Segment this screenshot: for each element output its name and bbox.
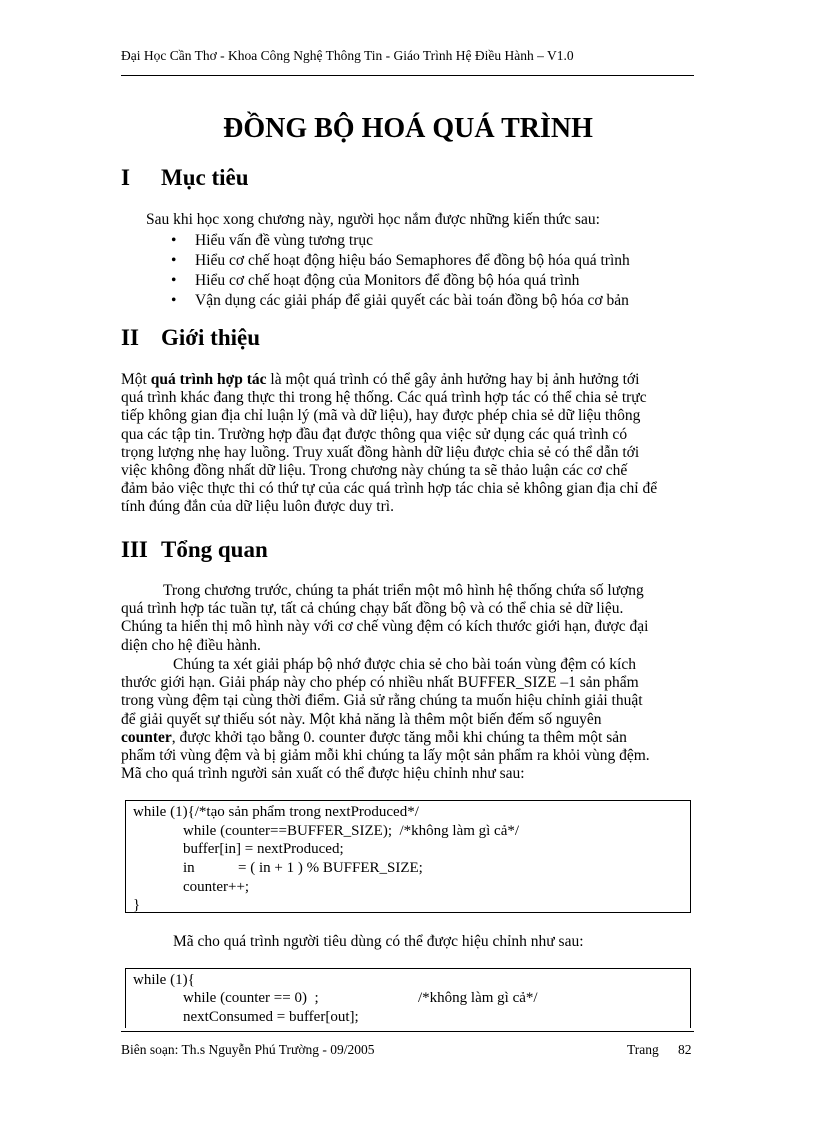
list-item: • Hiểu vấn đề vùng tương trục bbox=[171, 231, 630, 251]
paragraph-line: Trong chương trước, chúng ta phát triển một mô hình hệ thống chứa số lượng bbox=[163, 582, 644, 599]
section-title: Giới thiệu bbox=[161, 325, 260, 350]
paragraph-line: thước giới hạn. Giải pháp này cho phép có nhiều nhất BUFFER_SIZE –1 sản phẩm bbox=[121, 674, 639, 692]
text-run: Một bbox=[121, 371, 151, 388]
paragraph-line: Chúng ta hiển thị mô hình này với cơ chế vùng đệm có kích thước giới hạn, được đại bbox=[121, 618, 649, 636]
paragraph-line: phẩm tới vùng đệm và bị giảm mỗi khi chúng ta lấy một sản phẩm ra khỏi vùng đệm. bbox=[121, 747, 650, 765]
paragraph-line: qua các tập tin. Trường hợp đầu đạt được thông qua việc sử dụng các quá trình có bbox=[121, 425, 628, 443]
paragraph-line bbox=[121, 371, 657, 389]
list-item: • Hiểu cơ chế hoạt động của Monitors để đồng bộ hóa quá trình bbox=[171, 271, 630, 291]
paragraph-line: quá trình hợp tác tuần tự, tất cả chúng chạy bất đồng bộ và có thể chia sẻ dữ liệu. bbox=[121, 600, 624, 618]
producer-code-box bbox=[125, 800, 691, 913]
paragraph-line: trọng lượng nhẹ hay luồng. Truy xuất đồng hành dữ liệu được chia sẻ có thể dẫn tới bbox=[121, 443, 640, 461]
objectives-intro: Sau khi học xong chương này, người học nắm được những kiến thức sau: bbox=[146, 211, 600, 228]
consumer-intro: Mã cho quá trình người tiêu dùng có thể được hiệu chỉnh như sau: bbox=[173, 933, 584, 950]
list-item: • Vận dụng các giải pháp để giải quyết các bài toán đồng bộ hóa cơ bản bbox=[171, 291, 630, 311]
paragraph-line: Mã cho quá trình người sản xuất có thể được hiệu chỉnh như sau: bbox=[121, 765, 525, 783]
paragraph-line: diện cho hệ điều hành. bbox=[121, 636, 261, 654]
footer-page-label: Trang bbox=[627, 1042, 659, 1057]
code-line: while (counter == 0) ; bbox=[183, 990, 319, 1006]
chapter-title: ĐỒNG BỘ HOÁ QUÁ TRÌNH bbox=[223, 113, 593, 144]
footer-rule bbox=[121, 1031, 694, 1032]
code-line: = ( in + 1 ) % BUFFER_SIZE; bbox=[238, 860, 423, 876]
paragraph-line: tính đúng đắn của dữ liệu luôn được duy trì. bbox=[121, 498, 394, 516]
header-rule bbox=[121, 75, 694, 76]
bold-term: quá trình hợp tác bbox=[150, 371, 267, 388]
text-run: là một quá trình có thể gây ảnh hưởng hay bị ảnh hưởng tới bbox=[266, 371, 640, 388]
code-line: nextConsumed = buffer[out]; bbox=[183, 1009, 359, 1025]
code-line: while (1){/*tạo sản phẩm trong nextProduced*/ bbox=[133, 804, 419, 820]
section-number: I bbox=[121, 165, 130, 190]
introduction-paragraph bbox=[121, 371, 657, 517]
code-line: /*không làm gì cả*/ bbox=[418, 990, 538, 1006]
section-title: Mục tiêu bbox=[161, 165, 249, 190]
paragraph-line: quá trình khác đang thực thi trong hệ thống. Các quá trình hợp tác có thể chia sẻ trực bbox=[121, 389, 647, 407]
list-item: • Hiểu cơ chế hoạt động hiệu báo Semaphores để đồng bộ hóa quá trình bbox=[171, 251, 630, 271]
paragraph-line bbox=[121, 729, 650, 747]
paragraph-line: tiếp không gian địa chỉ luận lý (mã và dữ liệu), hay được phép chia sẻ dữ liệu thông bbox=[121, 407, 641, 425]
code-line: } bbox=[133, 897, 141, 913]
footer-author: Biên soạn: Th.s Nguyễn Phú Trường - 09/2005 bbox=[121, 1042, 375, 1057]
section-heading-overview bbox=[121, 537, 268, 563]
code-line: while (1){ bbox=[133, 972, 195, 988]
overview-paragraph-2 bbox=[121, 656, 650, 783]
footer-page-number: 82 bbox=[678, 1042, 692, 1057]
section-number: III bbox=[121, 537, 148, 562]
paragraph-line: việc không đồng nhất dữ liệu. Trong chương này chúng ta sẽ thảo luận các cơ chế bbox=[121, 462, 628, 480]
paragraph-line: trong vùng đệm tại cùng thời điểm. Giả sử rằng chúng ta muốn hiệu chỉnh giải thuật bbox=[121, 692, 643, 710]
section-heading-objectives bbox=[121, 165, 249, 191]
code-line: buffer[in] = nextProduced; bbox=[183, 841, 344, 857]
paragraph-line: đảm bảo việc thực thi có thứ tự của các quá trình hợp tác chia sẻ không gian địa chỉ để bbox=[121, 480, 658, 498]
code-line: in bbox=[183, 860, 195, 876]
code-line: counter++; bbox=[183, 879, 250, 895]
paragraph-line: để giải quyết sự thiếu sót này. Một khả năng là thêm một biến đếm số nguyên bbox=[121, 710, 602, 728]
paragraph-line: Chúng ta xét giải pháp bộ nhớ được chia sẻ cho bài toán vùng đệm có kích bbox=[173, 656, 636, 673]
section-heading-introduction bbox=[121, 325, 260, 351]
section-title: Tổng quan bbox=[161, 537, 268, 562]
code-line: while (counter==BUFFER_SIZE); /*không làm gì cả*/ bbox=[183, 823, 520, 839]
overview-paragraph-1 bbox=[121, 582, 648, 655]
page-header: Đại Học Cần Thơ - Khoa Công Nghệ Thông Tin - Giáo Trình Hệ Điều Hành – V1.0 bbox=[121, 48, 574, 63]
section-number: II bbox=[121, 325, 139, 350]
text-run: , được khởi tạo bằng 0. counter được tăng mỗi khi chúng ta thêm một sản bbox=[171, 728, 627, 746]
bold-term: counter bbox=[121, 728, 172, 746]
objectives-list bbox=[171, 231, 630, 311]
consumer-code-box bbox=[125, 968, 691, 1028]
